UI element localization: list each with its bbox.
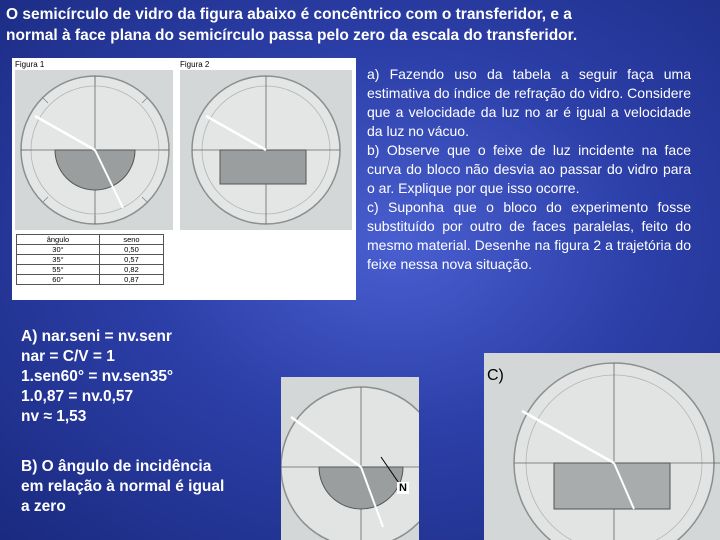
- answer-b-line: a zero: [21, 498, 66, 515]
- answer-a-line: 1.sen60° = nv.sen35°: [21, 368, 174, 385]
- heading: [6, 4, 714, 46]
- heading-line-1: O semicírculo de vidro da figura abaixo é concêntrico com o transferidor, e a: [6, 6, 572, 23]
- answer-a-line: nv ≈ 1,53: [21, 408, 87, 425]
- sine-table: [16, 234, 164, 285]
- normal-label: N: [399, 482, 407, 494]
- table-header-sine: seno: [99, 235, 163, 245]
- answer-b-line: B) O ângulo de incidência: [21, 458, 212, 475]
- question-b: b) Observe que o feixe de luz incidente na face curva do bloco não desvia ao passar do vidro para o ar. Explique por que isso ocorre.: [367, 142, 691, 196]
- table-cell: 60°: [17, 275, 100, 285]
- protractor-figure2: [180, 70, 352, 230]
- table-cell: 35°: [17, 255, 100, 265]
- table-cell: 0,82: [99, 265, 163, 275]
- question-text: [367, 65, 691, 274]
- table-cell: 0,57: [99, 255, 163, 265]
- heading-line-2: normal à face plana do semicírculo passa pelo zero da escala do transferidor.: [6, 27, 578, 44]
- c-label: C): [487, 367, 504, 384]
- answer-b: [21, 457, 224, 517]
- question-a: a) Fazendo uso da tabela a seguir faça uma estimativa do índice de refração do vidro. Considere que a velocidade da luz no ar é igual a velocidade da luz no vácuo.: [367, 66, 691, 139]
- answer-c-photo: [484, 353, 720, 540]
- figure1-label: Figura 1: [15, 60, 45, 69]
- figure2-label: Figura 2: [180, 60, 210, 69]
- protractor-answer-b: [281, 377, 419, 540]
- table-cell: 30°: [17, 245, 100, 255]
- table-cell: 55°: [17, 265, 100, 275]
- figure2-photo: [180, 70, 352, 230]
- table-cell: 0,87: [99, 275, 163, 285]
- answer-a-line: nar = C/V = 1: [21, 348, 115, 365]
- table-cell: 0,50: [99, 245, 163, 255]
- table-header-angle: ângulo: [17, 235, 100, 245]
- answer-b-photo: [281, 377, 419, 540]
- table-row: [17, 245, 164, 255]
- table-header-row: [17, 235, 164, 245]
- figures-panel: [12, 58, 356, 300]
- question-c: c) Suponha que o bloco do experimento fosse substituído por outro de faces paralelas, feito do mesmo material. Desenhe na figura 2 a trajetória do feixe nessa nova situação.: [367, 199, 691, 272]
- table-row: [17, 275, 164, 285]
- answer-a: [21, 327, 173, 427]
- answer-a-line: A) nar.seni = nv.senr: [21, 328, 172, 345]
- answer-a-line: 1.0,87 = nv.0,57: [21, 388, 134, 405]
- figure1-photo: [15, 70, 173, 230]
- table-row: [17, 265, 164, 275]
- answer-b-line: em relação à normal é igual: [21, 478, 225, 495]
- table-row: [17, 255, 164, 265]
- protractor-answer-c: [484, 353, 720, 540]
- protractor-figure1: [15, 70, 173, 230]
